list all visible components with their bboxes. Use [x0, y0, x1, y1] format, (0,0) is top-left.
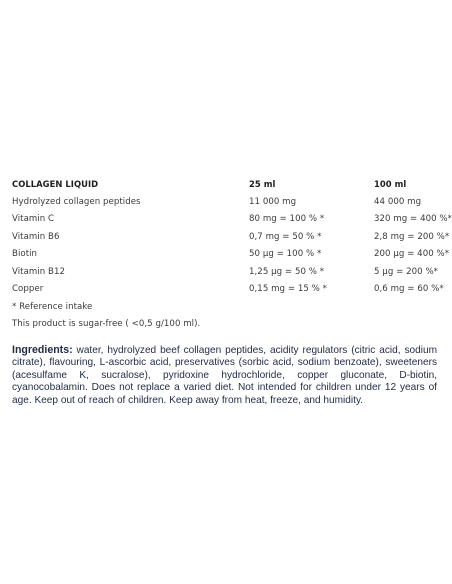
row-value-100ml: 2,8 mg = 200 %*	[374, 231, 450, 242]
row-value-25ml: 0,15 mg = 15 % *	[249, 284, 328, 294]
header-product: COLLAGEN LIQUID	[12, 179, 99, 189]
reference-intake-note	[12, 299, 442, 317]
row-value-25ml: 80 mg = 100 % *	[249, 214, 325, 224]
row-value-100ml: 5 µg = 200 %*	[374, 266, 439, 277]
row-value-25ml: 50 µg = 100 % *	[249, 249, 322, 259]
row-value-100ml: 0,6 mg = 60 %*	[374, 284, 444, 294]
sugar-note-text: This product is sugar-free ( <0,5 g/100 ml).	[12, 319, 201, 329]
footnote-text: * Reference intake	[12, 301, 93, 312]
row-nutrient: Biotin	[12, 249, 38, 259]
table-row	[12, 229, 450, 247]
row-value-100ml: 200 µg = 400 %*	[374, 249, 450, 259]
table-row	[12, 194, 442, 212]
row-value-100ml: 320 mg = 400 %*	[374, 214, 452, 224]
row-nutrient: Copper	[12, 284, 44, 294]
table-row	[12, 246, 450, 264]
ingredients-label: Ingredients:	[12, 344, 73, 356]
row-value-25ml: 0,7 mg = 50 % *	[249, 231, 322, 242]
header-25ml: 25 ml	[249, 179, 276, 189]
ingredients-text: water, hydrolyzed beef collagen peptides, acidity regulators (citric acid, sodium citrate), flavouring, L-ascorbic acid, preservatives (sorbic acid, sodium benzoate), sweeteners (acesulfame K, sucralose), pyridoxine hydrochloride, copper gluconate, D-biotin, cyanocobalamin. Does not replace a varied diet. Not intended for children under 12 years of age. Keep out of reach of children. Keep away from heat, freeze, and humidity.	[12, 345, 438, 406]
row-nutrient: Vitamin B12	[12, 266, 66, 277]
row-value-25ml: 11 000 mg	[249, 196, 297, 207]
nutrition-table	[12, 176, 452, 334]
row-nutrient: Vitamin B6	[12, 231, 60, 242]
table-row	[12, 264, 442, 282]
row-nutrient: Hydrolyzed collagen peptides	[12, 196, 141, 207]
ingredients-paragraph	[12, 344, 437, 407]
sugar-free-note	[12, 316, 442, 334]
row-value-25ml: 1,25 µg = 50 % *	[249, 266, 325, 277]
table-row	[12, 281, 442, 299]
row-value-100ml: 44 000 mg	[374, 196, 422, 207]
row-nutrient: Vitamin C	[12, 214, 55, 224]
table-header-row	[12, 176, 442, 194]
table-row	[12, 211, 452, 229]
header-100ml: 100 ml	[374, 179, 407, 189]
